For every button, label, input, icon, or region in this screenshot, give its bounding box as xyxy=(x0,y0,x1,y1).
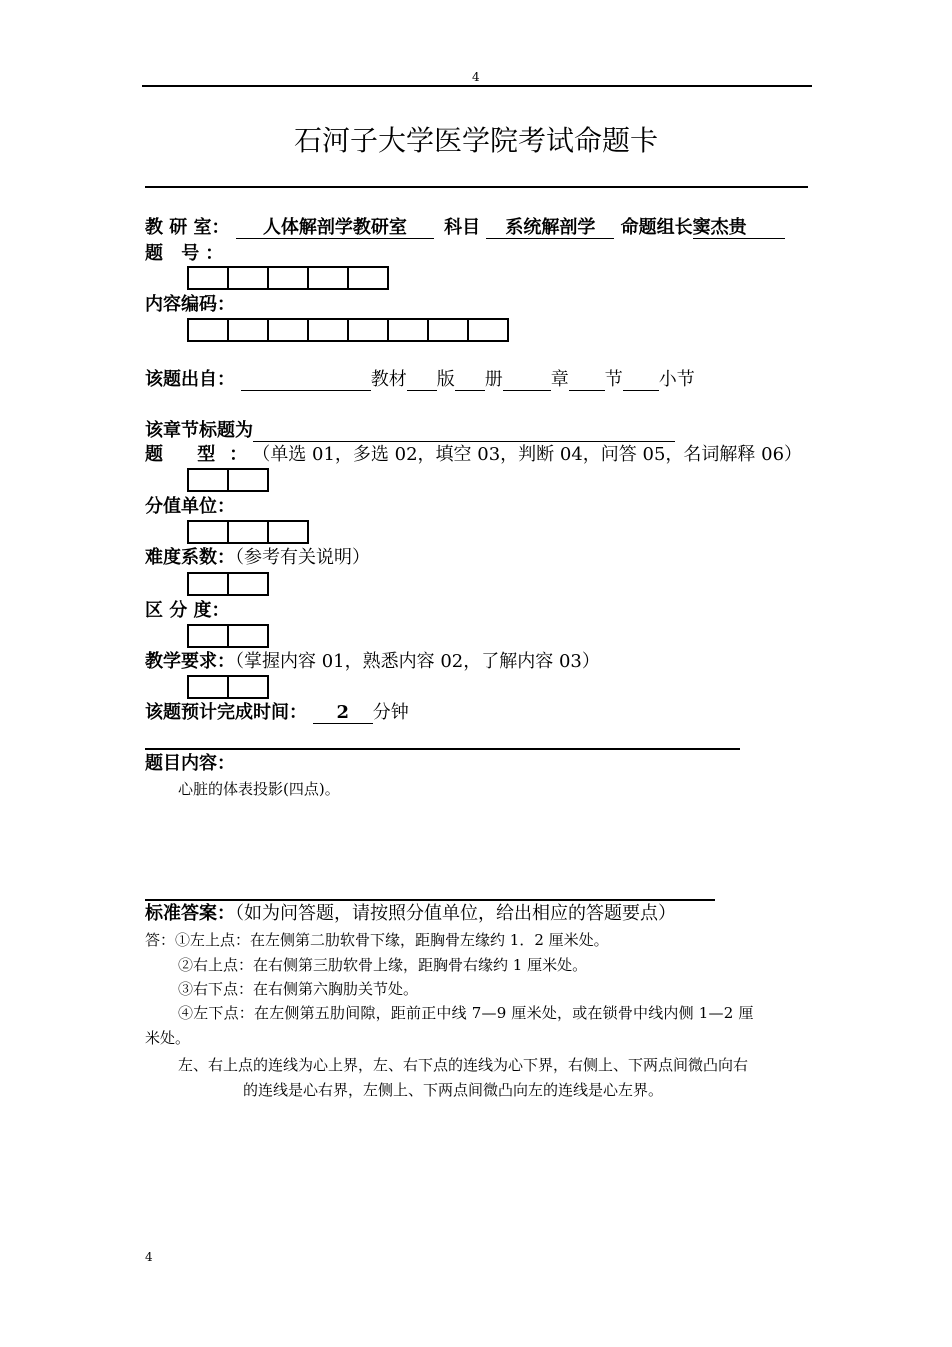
footer-page-number: 4 xyxy=(145,1250,153,1264)
source-section: 节 xyxy=(604,369,623,390)
chapter-title-label: 该章节标题为 xyxy=(145,420,253,441)
dept-label: 教 研 室： xyxy=(145,217,230,238)
header-rule xyxy=(142,85,812,87)
info-line xyxy=(145,217,785,239)
qtype-line xyxy=(145,444,802,466)
source-volume-blank[interactable] xyxy=(455,370,485,391)
source-chapter: 章 xyxy=(550,369,569,390)
code-box[interactable] xyxy=(227,675,269,699)
source-textbook: 教材 xyxy=(370,369,407,390)
difficulty-boxes xyxy=(187,572,269,596)
answer-line-3: ③右下点：在右侧第六胸肋关节处。 xyxy=(178,980,419,998)
source-subsection: 小节 xyxy=(658,369,695,390)
question-rule xyxy=(145,748,740,750)
qtype-note: （单选 01，多选 02，填空 03，判断 04，问答 05，名词解释 06） xyxy=(261,444,803,465)
title-rule xyxy=(145,186,808,188)
code-box[interactable] xyxy=(227,624,269,648)
chapter-title-line xyxy=(145,420,675,442)
answer-line-4b: 米处。 xyxy=(145,1029,191,1047)
answer-line-1: 答：①左上点：在左侧第二肋软骨下缘，距胸骨左缘约 1．2 厘米处。 xyxy=(145,931,609,949)
content-code-boxes xyxy=(187,318,509,342)
source-textbook-blank[interactable] xyxy=(241,370,371,391)
teaching-line xyxy=(145,651,600,673)
code-box[interactable] xyxy=(187,572,229,596)
leader-value: 窦杰贵 xyxy=(693,218,785,239)
dept-value: 人体解剖学教研室 xyxy=(236,218,434,239)
answer-line-2: ②右上点：在右侧第三肋软骨上缘，距胸骨右缘约 1 厘米处。 xyxy=(178,956,588,974)
source-chapter-blank[interactable] xyxy=(503,370,551,391)
code-box[interactable] xyxy=(467,318,509,342)
difficulty-line xyxy=(145,547,370,569)
source-line xyxy=(145,369,695,391)
subject-value: 系统解剖学 xyxy=(486,218,614,239)
qtype-boxes xyxy=(187,468,269,492)
time-line xyxy=(145,702,409,724)
discrimination-boxes xyxy=(187,624,269,648)
source-label: 该题出自： xyxy=(145,369,235,390)
source-subsection-blank[interactable] xyxy=(623,370,659,391)
leader-label: 命题组长 xyxy=(620,217,693,238)
teaching-boxes xyxy=(187,675,269,699)
source-edition-blank[interactable] xyxy=(407,370,437,391)
chapter-title-blank[interactable] xyxy=(253,421,675,442)
code-box[interactable] xyxy=(267,266,309,290)
code-box[interactable] xyxy=(307,318,349,342)
source-volume: 册 xyxy=(484,369,503,390)
teaching-label: 教学要求： xyxy=(145,651,235,672)
code-box[interactable] xyxy=(267,318,309,342)
qtype-label: 题 型： xyxy=(145,444,262,465)
time-value: 2 xyxy=(313,703,373,724)
answer-note: （如为问答题，请按照分值单位，给出相应的答题要点） xyxy=(235,903,676,924)
code-box[interactable] xyxy=(347,318,389,342)
code-box[interactable] xyxy=(187,266,229,290)
time-label: 该题预计完成时间： xyxy=(145,702,307,723)
difficulty-note: （参考有关说明） xyxy=(235,547,370,568)
header-page-number: 4 xyxy=(472,70,480,84)
code-box[interactable] xyxy=(187,318,229,342)
code-box[interactable] xyxy=(427,318,469,342)
code-box[interactable] xyxy=(227,572,269,596)
page-title: 石河子大学医学院考试命题卡 xyxy=(293,124,658,157)
answer-summary-2: 的连线是心右界，左侧上、下两点间微凸向左的连线是心左界。 xyxy=(243,1081,664,1099)
code-box[interactable] xyxy=(387,318,429,342)
answer-header xyxy=(145,903,676,925)
content-code-label: 内容编码： xyxy=(145,294,235,315)
code-box[interactable] xyxy=(267,520,309,544)
answer-line-4a: ④左下点：在左侧第五肋间隙，距前正中线 7—9 厘米处，或在锁骨中线内侧 1—2 厘 xyxy=(178,1004,754,1022)
code-box[interactable] xyxy=(347,266,389,290)
score-unit-label: 分值单位： xyxy=(145,496,235,517)
question-label: 题目内容： xyxy=(145,753,235,774)
discrimination-label: 区 分 度： xyxy=(145,600,230,621)
score-unit-boxes xyxy=(187,520,309,544)
code-box[interactable] xyxy=(227,468,269,492)
source-section-blank[interactable] xyxy=(569,370,605,391)
code-box[interactable] xyxy=(187,675,229,699)
code-box[interactable] xyxy=(187,468,229,492)
question-text: 心脏的体表投影(四点)。 xyxy=(178,780,340,798)
answer-summary-1: 左、右上点的连线为心上界，左、右下点的连线为心下界，右侧上、下两点间微凸向右 xyxy=(178,1056,749,1074)
code-box[interactable] xyxy=(227,520,269,544)
subject-label: 科目 xyxy=(444,217,481,238)
code-box[interactable] xyxy=(227,318,269,342)
code-box[interactable] xyxy=(227,266,269,290)
answer-rule xyxy=(145,899,715,901)
time-unit: 分钟 xyxy=(372,702,409,723)
answer-label: 标准答案： xyxy=(145,903,235,924)
code-box[interactable] xyxy=(187,624,229,648)
question-no-label: 题 号： xyxy=(145,243,230,264)
question-no-boxes xyxy=(187,266,389,290)
code-box[interactable] xyxy=(187,520,229,544)
source-edition: 版 xyxy=(436,369,455,390)
teaching-note: （掌握内容 01，熟悉内容 02，了解内容 03） xyxy=(235,651,600,672)
code-box[interactable] xyxy=(307,266,349,290)
difficulty-label: 难度系数： xyxy=(145,547,235,568)
